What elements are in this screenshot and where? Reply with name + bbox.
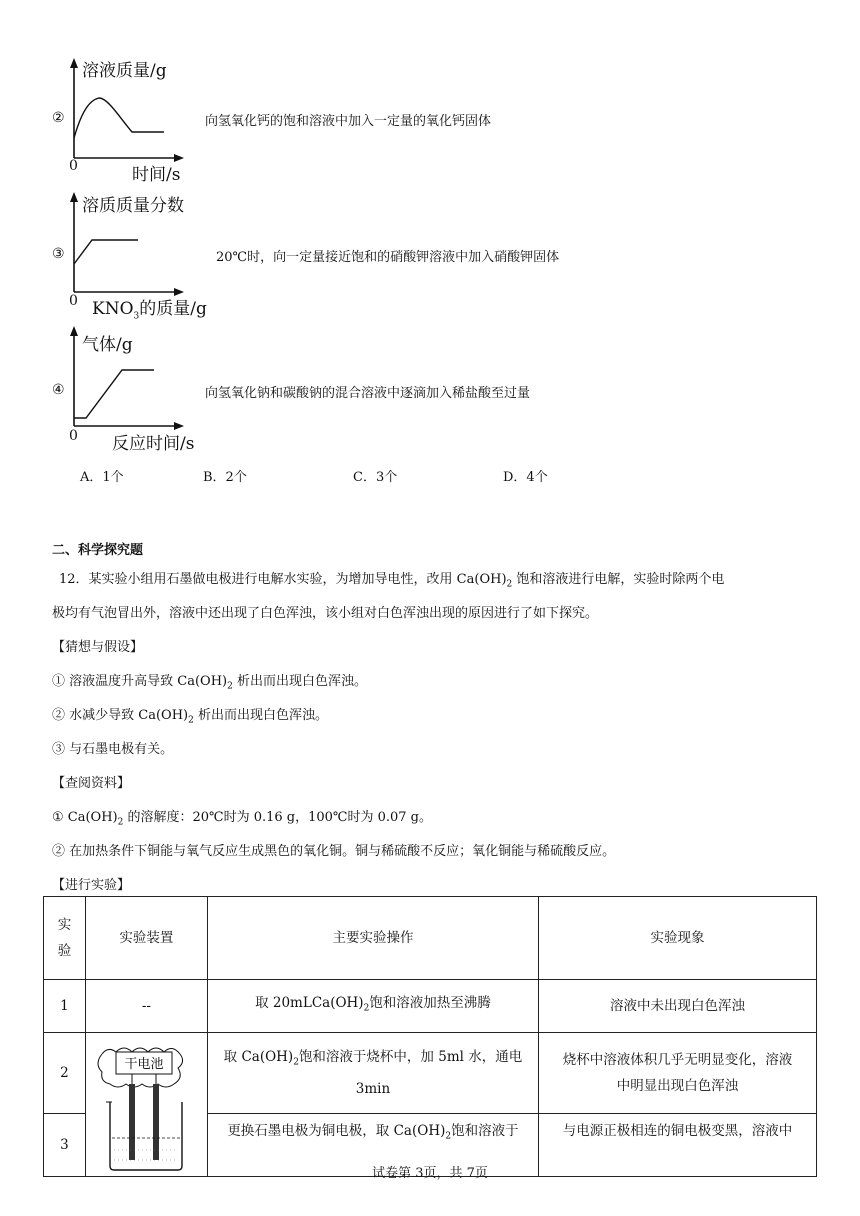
graph-4-xlabel: 反应时间/s xyxy=(112,434,195,454)
choice-d: D．4个 xyxy=(503,470,548,485)
row-operation: 取 $20mLCa(OH)_2$饱和溶液加热至沸腾 xyxy=(207,980,538,1033)
graph-2-number: ② xyxy=(52,110,65,126)
table-row xyxy=(44,980,817,1033)
page-footer: 试卷第 3页，共 7页 xyxy=(372,1166,488,1181)
graph-4-number: ④ xyxy=(52,382,65,398)
choice-b: B．2个 xyxy=(203,470,247,485)
hypothesis-2: ② 水减少导致 $Ca(OH)_2$ 析出而出现白色浑浊。 xyxy=(52,708,328,726)
table-row xyxy=(44,1033,817,1114)
graph-4-curve xyxy=(74,370,154,418)
graph-3-number: ③ xyxy=(52,246,65,262)
graph-3-ylabel: 溶质质量分数 xyxy=(82,196,184,216)
experiment-heading: 【进行实验】 xyxy=(52,878,131,893)
q12-line2: 极均有气泡冒出外，溶液中还出现了白色浑浊，该小组对白色浑浊出现的原因进行了如下探究。 xyxy=(52,606,599,621)
choice-a: A．1个 xyxy=(80,470,124,485)
row-number: 1 xyxy=(44,980,86,1033)
row-operation: 取 $Ca(OH)_2$饱和溶液于烧杯中，加 5ml 水，通电 3min xyxy=(207,1033,538,1114)
reference-heading: 【查阅资料】 xyxy=(52,776,131,791)
header-phenomenon: 实验现象 xyxy=(538,897,816,980)
graph-4-desc: 向氢氧化钠和碳酸钠的混合溶液中逐滴加入稀盐酸至过量 xyxy=(205,386,531,401)
graph-3-origin: 0 xyxy=(69,293,78,309)
row-number: 3 xyxy=(44,1114,86,1177)
hypothesis-1: ① 溶液温度升高导致 $Ca(OH)_2$ 析出而出现白色浑浊。 xyxy=(52,674,367,692)
row-device: -- xyxy=(85,980,207,1033)
reference-2: ② 在加热条件下铜能与氧气反应生成黑色的氧化铜。铜与稀硫酸不反应；氧化铜能与稀硫酸反应。 xyxy=(52,844,616,859)
graph-2-xlabel: 时间/s xyxy=(132,165,181,185)
graph-2-desc: 向氢氧化钙的饱和溶液中加入一定量的氧化钙固体 xyxy=(205,114,492,129)
header-device: 实验装置 xyxy=(85,897,207,980)
graph-4-origin: 0 xyxy=(69,428,78,444)
row-result: 溶液中未出现白色浑浊 xyxy=(538,980,816,1033)
graph-2-curve xyxy=(74,98,164,138)
row-result: 烧杯中溶液体积几乎无明显变化，溶液 中明显出现白色浑浊 xyxy=(538,1033,816,1114)
graph-3-xlabel: $KNO_3$的质量/g xyxy=(92,299,207,322)
reference-1: ① $Ca(OH)_2$ 的溶解度：20℃时为 0.16 g，100℃时为 0.07 g。 xyxy=(52,810,432,828)
row-operation: 更换石墨电极为铜电极，取 $Ca(OH)_2$饱和溶液于 xyxy=(207,1114,538,1177)
experiment-table xyxy=(43,896,817,1177)
hypothesis-heading: 【猜想与假设】 xyxy=(52,640,144,655)
electrolysis-apparatus-diagram xyxy=(86,1038,207,1172)
choice-c: C．3个 xyxy=(353,470,398,485)
header-experiment: 实 验 xyxy=(44,897,86,980)
graph-2-ylabel: 溶液质量/g xyxy=(82,61,167,81)
apparatus-cell xyxy=(85,1033,207,1177)
row-result: 与电源正极相连的铜电极变黑，溶液中 xyxy=(538,1114,816,1177)
battery-label: 干电池 xyxy=(124,1056,164,1072)
hypothesis-3: ③ 与石墨电极有关。 xyxy=(52,742,174,757)
graph-4-ylabel: 气体/g xyxy=(82,335,133,355)
row-number: 2 xyxy=(44,1033,86,1114)
header-operation: 主要实验操作 xyxy=(207,897,538,980)
section-title: 二、科学探究题 xyxy=(52,543,144,558)
graph-2-origin: 0 xyxy=(69,158,78,174)
graph-3-curve xyxy=(74,240,138,264)
graph-3-desc: 20℃时，向一定量接近饱和的硝酸钾溶液中加入硝酸钾固体 xyxy=(216,250,560,265)
q12-line1: 12．某实验小组用石墨做电极进行电解水实验，为增加导电性，改用 $Ca(OH)_2$ 饱和溶液进行电解，实验时除两个电 xyxy=(59,572,725,590)
table-header-row xyxy=(44,897,817,980)
